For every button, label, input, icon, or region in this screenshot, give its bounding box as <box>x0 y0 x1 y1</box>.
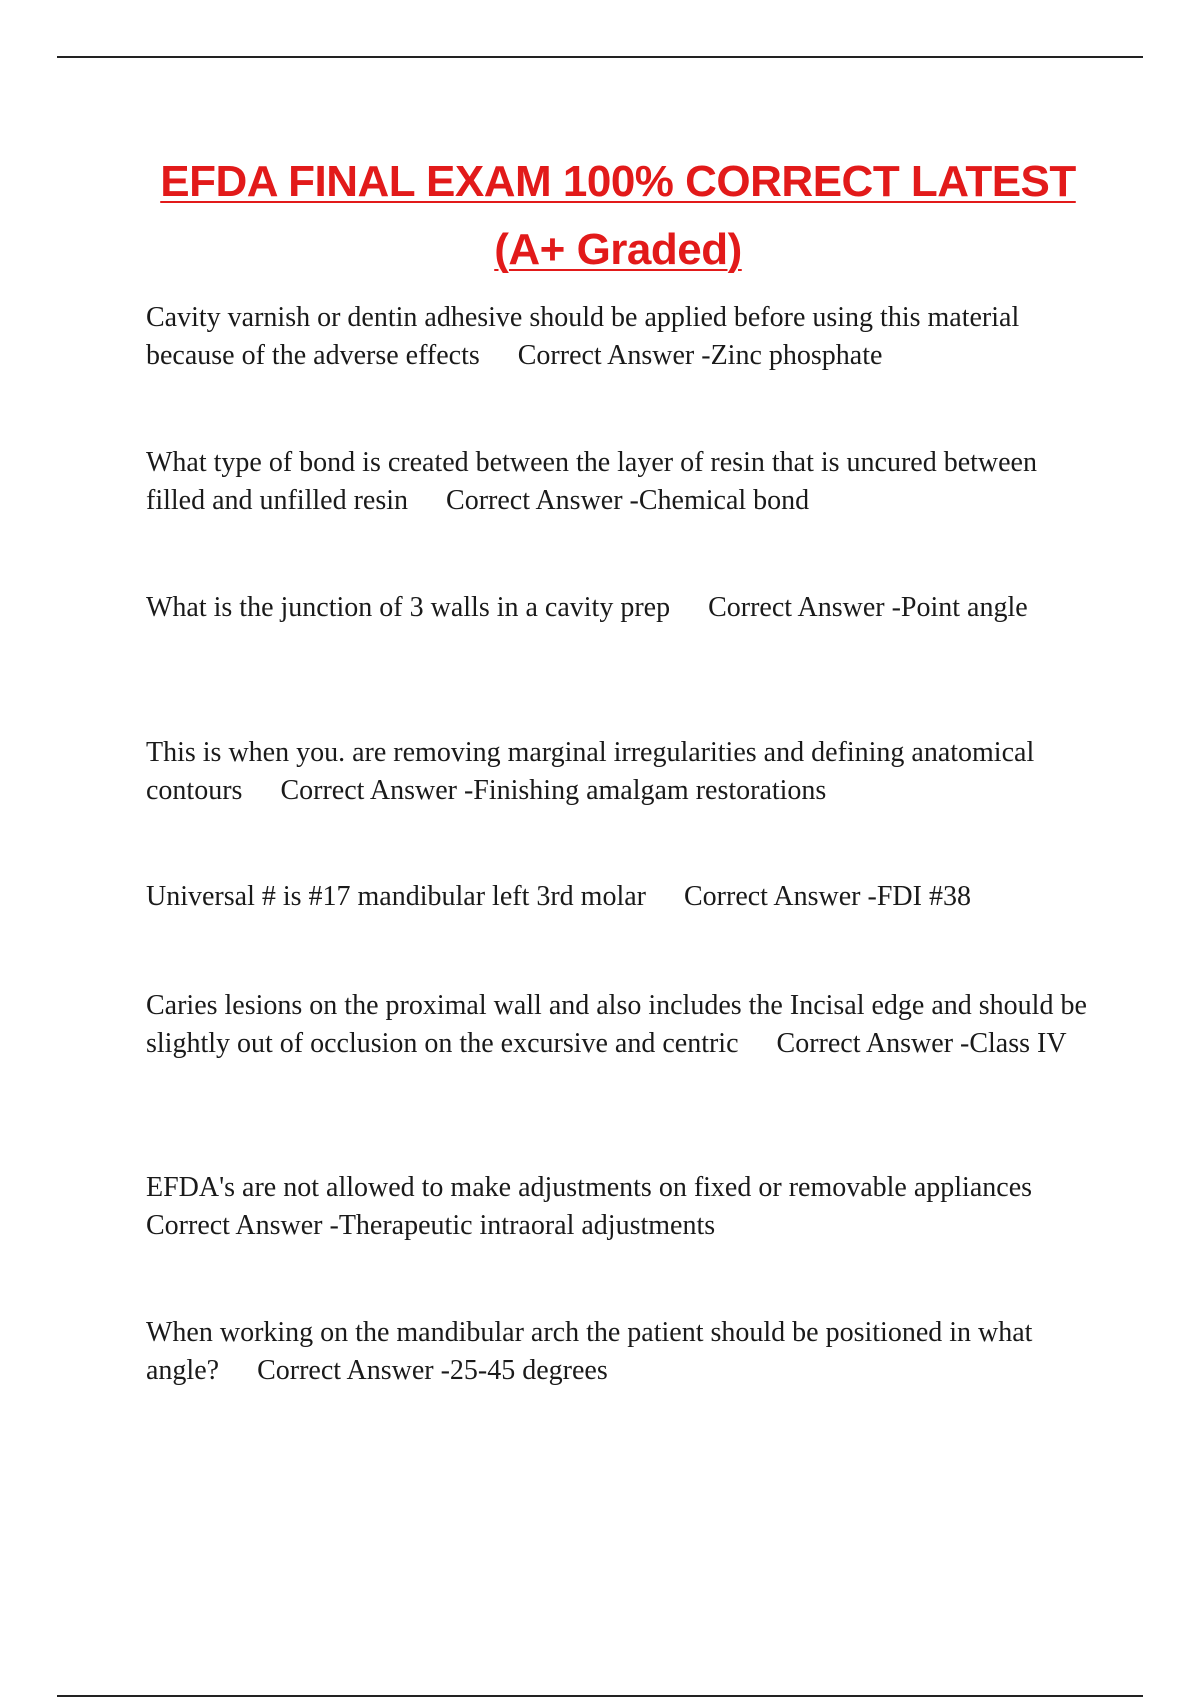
qa-item-5 <box>146 878 1096 916</box>
question-text: What type of bond is created between the layer of resin that is uncured between filled and unfilled resin <box>146 447 1037 516</box>
answer-text: Therapeutic intraoral adjustments <box>338 1210 716 1241</box>
question-text: EFDA's are not allowed to make adjustments on fixed or removable appliances <box>146 1172 1033 1203</box>
qa-item-4 <box>146 734 1096 810</box>
header-rule <box>57 56 1143 58</box>
title-line-2: (A+ Graded) <box>494 225 742 274</box>
answer-text: Zinc phosphate <box>710 340 883 371</box>
qa-item-8 <box>146 1314 1096 1390</box>
question-text: Caries lesions on the proximal wall and also includes the Incisal edge and should be slightly out of occlusion on the excursive and centric <box>146 990 1087 1059</box>
question-text: What is the junction of 3 walls in a cavity prep <box>146 592 671 623</box>
qa-item-1 <box>146 299 1096 375</box>
qa-item-6 <box>146 987 1096 1063</box>
answer-prefix: Correct Answer - <box>257 1355 450 1386</box>
question-text: Cavity varnish or dentin adhesive should be applied before using this material because of the adverse effects <box>146 302 1020 371</box>
answer-text: FDI #38 <box>876 881 971 912</box>
answer-prefix: Correct Answer - <box>280 775 474 806</box>
answer-text: Class IV <box>969 1028 1067 1059</box>
qa-item-7 <box>146 1169 1096 1245</box>
question-text: This is when you. are removing marginal irregularities and defining anatomical contours <box>146 737 1035 806</box>
answer-prefix: Correct Answer - <box>684 881 877 912</box>
title-line-1: EFDA FINAL EXAM 100% CORRECT LATEST <box>160 157 1076 206</box>
page-title <box>0 148 1200 284</box>
qa-item-3 <box>146 589 1096 627</box>
answer-text: Finishing amalgam restorations <box>473 775 827 806</box>
question-text: Universal # is #17 mandibular left 3rd molar <box>146 881 646 912</box>
qa-item-2 <box>146 444 1096 520</box>
answer-text: Point angle <box>900 592 1028 623</box>
answer-prefix: Correct Answer - <box>776 1028 970 1059</box>
answer-text: Chemical bond <box>638 485 810 516</box>
footer-rule <box>57 1695 1143 1697</box>
answer-prefix: Correct Answer - <box>517 340 711 371</box>
question-text: When working on the mandibular arch the patient should be positioned in what angle? <box>146 1317 1033 1386</box>
answer-prefix: Correct Answer - <box>708 592 901 623</box>
answer-prefix: Correct Answer - <box>446 485 639 516</box>
answer-text: 25-45 degrees <box>449 1355 608 1386</box>
answer-prefix: Correct Answer - <box>146 1210 339 1241</box>
